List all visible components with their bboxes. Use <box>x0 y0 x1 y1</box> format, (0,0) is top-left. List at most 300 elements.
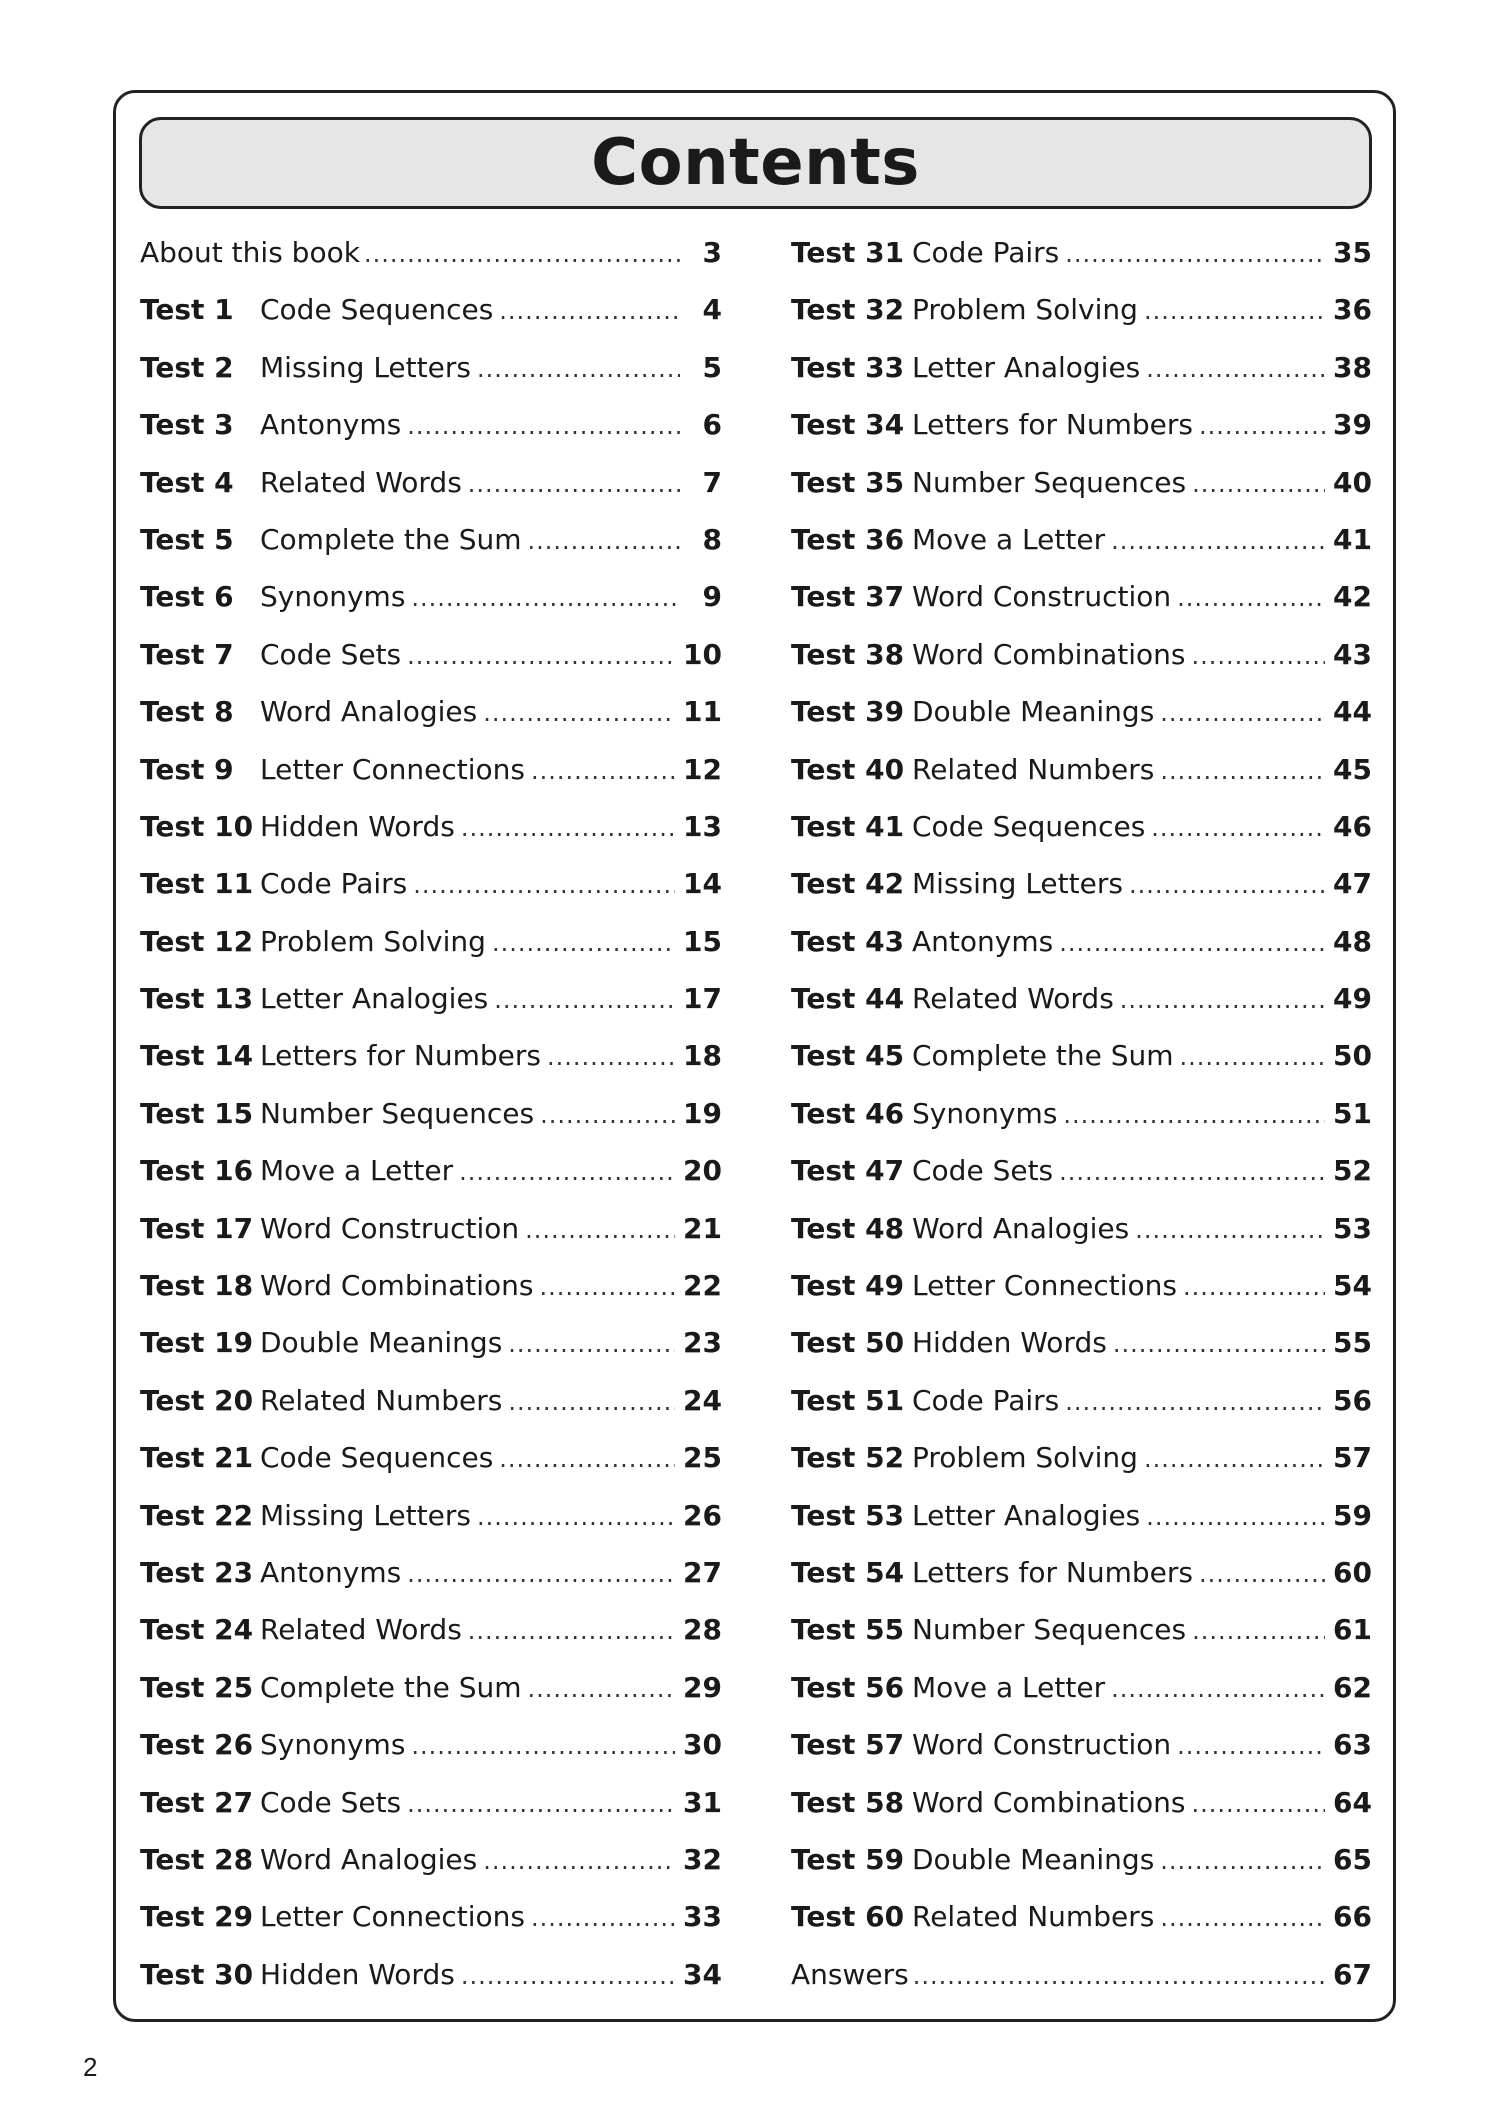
test-number: Test 44 <box>791 982 905 1016</box>
entry-page-number: 21 <box>683 1211 722 1245</box>
entry-page-number: 25 <box>683 1441 722 1475</box>
entry-page-number: 10 <box>683 637 722 671</box>
contents-entry[interactable] <box>791 1212 1372 1269</box>
test-number: Test 8 <box>140 695 234 729</box>
contents-entry[interactable] <box>791 1154 1372 1211</box>
entry-page-number: 20 <box>683 1154 722 1188</box>
entry-title: Complete the Sum <box>260 1670 522 1704</box>
contents-entry[interactable] <box>140 1097 722 1154</box>
contents-entry[interactable] <box>140 1212 722 1269</box>
contents-entry[interactable] <box>140 1384 722 1441</box>
entry-title: Code Pairs <box>912 1383 1060 1417</box>
dot-leader <box>1111 1675 1325 1703</box>
test-number: Test 16 <box>140 1154 254 1188</box>
test-number: Test 46 <box>791 1096 905 1130</box>
entry-page-number: 40 <box>1333 465 1372 499</box>
dot-leader <box>531 757 675 785</box>
test-number: Test 45 <box>791 1039 905 1073</box>
entry-title: Number Sequences <box>260 1096 535 1130</box>
test-number: Test 17 <box>140 1211 254 1245</box>
entry-title: Double Meanings <box>912 695 1155 729</box>
entry-title: Hidden Words <box>260 1957 455 1991</box>
test-number: Test 57 <box>791 1728 905 1762</box>
dot-leader <box>1180 1043 1326 1071</box>
dot-leader <box>531 1904 675 1932</box>
contents-entry[interactable] <box>791 1097 1372 1154</box>
entry-page-number: 54 <box>1333 1269 1372 1303</box>
contents-entry[interactable] <box>791 236 1372 293</box>
entry-page-number: 27 <box>683 1555 722 1589</box>
entry-page-number: 59 <box>1333 1498 1372 1532</box>
contents-entry[interactable] <box>791 695 1372 752</box>
contents-entry[interactable] <box>791 1556 1372 1613</box>
dot-leader <box>1177 584 1325 612</box>
entry-page-number: 60 <box>1333 1555 1372 1589</box>
test-number: Test 31 <box>791 236 905 269</box>
contents-entry[interactable] <box>140 236 722 293</box>
entry-page-number: 7 <box>702 465 722 499</box>
test-number: Test 41 <box>791 809 905 843</box>
test-number: Test 18 <box>140 1269 254 1303</box>
dot-leader <box>1065 240 1325 268</box>
entry-page-number: 51 <box>1333 1096 1372 1130</box>
entry-page-number: 9 <box>702 580 722 614</box>
entry-page-number: 6 <box>702 408 722 442</box>
title-banner <box>139 117 1372 209</box>
contents-entry[interactable] <box>140 1556 722 1613</box>
entry-page-number: 28 <box>683 1613 722 1647</box>
entry-title: Synonyms <box>912 1096 1058 1130</box>
test-number: Test 37 <box>791 580 905 614</box>
entry-page-number: 5 <box>702 350 722 384</box>
test-number: Test 19 <box>140 1326 254 1360</box>
entry-page-number: 14 <box>683 867 722 901</box>
dot-leader <box>477 1503 675 1531</box>
test-number: Test 39 <box>791 695 905 729</box>
test-number: Test 36 <box>791 522 905 556</box>
entry-page-number: 34 <box>683 1957 722 1991</box>
dot-leader <box>1135 1216 1325 1244</box>
contents-entry[interactable] <box>140 580 722 637</box>
dot-leader <box>407 412 680 440</box>
contents-entry[interactable] <box>791 982 1372 1039</box>
contents-entry[interactable] <box>791 1843 1372 1900</box>
entry-page-number: 49 <box>1333 982 1372 1016</box>
entry-page-number: 44 <box>1333 695 1372 729</box>
contents-entry[interactable] <box>140 695 722 752</box>
entry-title: Synonyms <box>260 1728 406 1762</box>
entry-page-number: 63 <box>1333 1728 1372 1762</box>
test-number: Test 33 <box>791 350 905 384</box>
entry-page-number: 46 <box>1333 809 1372 843</box>
entry-title: Word Analogies <box>260 695 478 729</box>
dot-leader <box>492 929 675 957</box>
entry-title: Letters for Numbers <box>912 408 1193 442</box>
contents-entry[interactable] <box>140 1154 722 1211</box>
entry-title: Complete the Sum <box>260 522 522 556</box>
dot-leader <box>508 1330 675 1358</box>
entry-title: Related Words <box>260 1613 462 1647</box>
contents-entry[interactable] <box>140 1900 722 1957</box>
entry-page-number: 22 <box>683 1269 722 1303</box>
entry-title: Answers <box>791 1957 909 1991</box>
entry-page-number: 26 <box>683 1498 722 1532</box>
dot-leader <box>483 1847 675 1875</box>
dot-leader <box>1144 1445 1325 1473</box>
contents-entry[interactable] <box>140 867 722 924</box>
entry-title: Letters for Numbers <box>260 1039 541 1073</box>
test-number: Test 9 <box>140 752 234 786</box>
entry-page-number: 18 <box>683 1039 722 1073</box>
entry-page-number: 48 <box>1333 924 1372 958</box>
entry-page-number: 42 <box>1333 580 1372 614</box>
dot-leader <box>468 1617 675 1645</box>
entry-page-number: 65 <box>1333 1842 1372 1876</box>
test-number: Test 35 <box>791 465 905 499</box>
entry-title: Letter Connections <box>260 1900 525 1934</box>
test-number: Test 32 <box>791 293 905 327</box>
test-number: Test 55 <box>791 1613 905 1647</box>
dot-leader <box>459 1158 675 1186</box>
test-number: Test 38 <box>791 637 905 671</box>
entry-title: Word Construction <box>912 1728 1172 1762</box>
dot-leader <box>499 297 680 325</box>
dot-leader <box>1129 871 1325 899</box>
contents-entry[interactable] <box>140 293 722 350</box>
contents-entry[interactable] <box>140 1613 722 1670</box>
test-number: Test 14 <box>140 1039 254 1073</box>
entry-title: Letter Analogies <box>912 1498 1141 1532</box>
contents-entry[interactable] <box>140 810 722 867</box>
entry-title: Word Construction <box>912 580 1172 614</box>
entry-title: Code Sets <box>912 1154 1054 1188</box>
contents-entry[interactable] <box>140 1441 722 1498</box>
test-number: Test 59 <box>791 1842 905 1876</box>
test-number: Test 53 <box>791 1498 905 1532</box>
entry-page-number: 56 <box>1333 1383 1372 1417</box>
test-number: Test 58 <box>791 1785 905 1819</box>
dot-leader <box>1111 527 1325 555</box>
test-number: Test 4 <box>140 465 234 499</box>
contents-entry[interactable] <box>791 1499 1372 1556</box>
entry-page-number: 15 <box>683 924 722 958</box>
entry-page-number: 66 <box>1333 1900 1372 1934</box>
test-number: Test 56 <box>791 1670 905 1704</box>
dot-leader <box>468 470 680 498</box>
entry-page-number: 33 <box>683 1900 722 1934</box>
entry-title: Double Meanings <box>260 1326 503 1360</box>
entry-title: Word Analogies <box>912 1211 1130 1245</box>
entry-page-number: 11 <box>683 695 722 729</box>
entry-page-number: 38 <box>1333 350 1372 384</box>
entry-page-number: 30 <box>683 1728 722 1762</box>
dot-leader <box>1160 757 1325 785</box>
test-number: Test 22 <box>140 1498 254 1532</box>
test-number: Test 6 <box>140 580 234 614</box>
dot-leader <box>407 1560 675 1588</box>
test-number: Test 49 <box>791 1269 905 1303</box>
entry-title: Code Sequences <box>912 809 1146 843</box>
test-number: Test 7 <box>140 637 234 671</box>
dot-leader <box>1183 1273 1325 1301</box>
entry-title: Word Construction <box>260 1211 520 1245</box>
dot-leader <box>1059 929 1325 957</box>
contents-entry[interactable] <box>791 1039 1372 1096</box>
test-number: Test 13 <box>140 982 254 1016</box>
entry-page-number: 32 <box>683 1842 722 1876</box>
test-number: Test 1 <box>140 293 234 327</box>
entry-page-number: 53 <box>1333 1211 1372 1245</box>
contents-entry[interactable] <box>140 1958 722 2015</box>
entry-title: Letter Connections <box>912 1269 1177 1303</box>
entry-page-number: 13 <box>683 809 722 843</box>
entry-page-number: 47 <box>1333 867 1372 901</box>
contents-entry[interactable] <box>791 867 1372 924</box>
contents-entry[interactable] <box>140 523 722 580</box>
test-number: Test 40 <box>791 752 905 786</box>
entry-title: Missing Letters <box>912 867 1123 901</box>
entry-page-number: 31 <box>683 1785 722 1819</box>
dot-leader <box>413 871 675 899</box>
contents-entry[interactable] <box>791 753 1372 810</box>
contents-entry[interactable] <box>791 408 1372 465</box>
dot-leader <box>1059 1158 1325 1186</box>
entry-page-number: 41 <box>1333 522 1372 556</box>
contents-entry[interactable] <box>791 351 1372 408</box>
entry-title: Move a Letter <box>912 522 1106 556</box>
entry-page-number: 36 <box>1333 293 1372 327</box>
entry-title: Letter Analogies <box>912 350 1141 384</box>
dot-leader <box>547 1043 675 1071</box>
entry-title: Related Words <box>912 982 1114 1016</box>
contents-entry[interactable] <box>140 1326 722 1383</box>
entry-title: Letter Connections <box>260 752 525 786</box>
contents-entry[interactable] <box>791 1786 1372 1843</box>
test-number: Test 42 <box>791 867 905 901</box>
contents-entry[interactable] <box>791 1671 1372 1728</box>
test-number: Test 50 <box>791 1326 905 1360</box>
contents-entry[interactable] <box>791 1384 1372 1441</box>
entry-title: Word Combinations <box>912 1785 1186 1819</box>
contents-entry[interactable] <box>140 638 722 695</box>
contents-entry[interactable] <box>140 1843 722 1900</box>
test-number: Test 26 <box>140 1728 254 1762</box>
entry-title: Letter Analogies <box>260 982 489 1016</box>
contents-entry[interactable] <box>140 1728 722 1785</box>
test-number: Test 29 <box>140 1900 254 1934</box>
contents-entry[interactable] <box>791 1326 1372 1383</box>
dot-leader <box>411 1732 675 1760</box>
contents-entry[interactable] <box>140 1786 722 1843</box>
test-number: Test 3 <box>140 408 234 442</box>
dot-leader <box>528 1675 676 1703</box>
entry-title: Problem Solving <box>912 293 1138 327</box>
entry-title: Move a Letter <box>260 1154 454 1188</box>
contents-column-right <box>791 236 1372 2015</box>
entry-title: Number Sequences <box>912 1613 1187 1647</box>
contents-entry[interactable] <box>140 408 722 465</box>
test-number: Test 24 <box>140 1613 254 1647</box>
entry-title: Code Sets <box>260 1785 402 1819</box>
test-number: Test 23 <box>140 1555 254 1589</box>
contents-entry[interactable] <box>791 1900 1372 1957</box>
entry-page-number: 43 <box>1333 637 1372 671</box>
test-number: Test 20 <box>140 1383 254 1417</box>
dot-leader <box>540 1101 675 1129</box>
entry-page-number: 23 <box>683 1326 722 1360</box>
test-number: Test 21 <box>140 1441 254 1475</box>
contents-entry[interactable] <box>791 523 1372 580</box>
contents-entry[interactable] <box>791 293 1372 350</box>
dot-leader <box>1120 986 1325 1014</box>
test-number: Test 5 <box>140 522 234 556</box>
test-number: Test 60 <box>791 1900 905 1934</box>
entry-title: About this book <box>140 236 360 269</box>
contents-entry[interactable] <box>140 351 722 408</box>
entry-title: Code Sequences <box>260 293 494 327</box>
dot-leader <box>483 699 675 727</box>
entry-page-number: 57 <box>1333 1441 1372 1475</box>
page-number: 2 <box>83 2052 98 2082</box>
dot-leader <box>1160 699 1325 727</box>
entry-page-number: 4 <box>702 293 722 327</box>
test-number: Test 47 <box>791 1154 905 1188</box>
entry-page-number: 8 <box>702 522 722 556</box>
dot-leader <box>540 1273 676 1301</box>
dot-leader <box>1192 470 1325 498</box>
entry-page-number: 29 <box>683 1670 722 1704</box>
dot-leader <box>461 814 675 842</box>
dot-leader <box>1199 412 1325 440</box>
contents-entry[interactable] <box>140 1269 722 1326</box>
contents-entry[interactable] <box>791 810 1372 867</box>
dot-leader <box>525 1216 675 1244</box>
entry-title: Move a Letter <box>912 1670 1106 1704</box>
test-number: Test 30 <box>140 1957 254 1991</box>
dot-leader <box>528 527 681 555</box>
entry-page-number: 45 <box>1333 752 1372 786</box>
contents-entry[interactable] <box>140 1671 722 1728</box>
dot-leader <box>1199 1560 1325 1588</box>
contents-entry[interactable] <box>791 1269 1372 1326</box>
contents-column-left <box>140 236 722 2015</box>
entry-title: Code Sequences <box>260 1441 494 1475</box>
contents-entry[interactable] <box>791 466 1372 523</box>
contents-entry[interactable] <box>140 753 722 810</box>
contents-entry[interactable] <box>791 1441 1372 1498</box>
entry-page-number: 64 <box>1333 1785 1372 1819</box>
entry-title: Related Numbers <box>260 1383 503 1417</box>
test-number: Test 28 <box>140 1842 254 1876</box>
entry-page-number: 50 <box>1333 1039 1372 1073</box>
dot-leader <box>1063 1101 1325 1129</box>
test-number: Test 54 <box>791 1555 905 1589</box>
entry-page-number: 62 <box>1333 1670 1372 1704</box>
entry-title: Synonyms <box>260 580 406 614</box>
entry-title: Related Numbers <box>912 752 1155 786</box>
entry-title: Related Numbers <box>912 1900 1155 1934</box>
entry-page-number: 3 <box>702 236 722 269</box>
dot-leader <box>1160 1847 1325 1875</box>
entry-page-number: 67 <box>1333 1957 1372 1991</box>
test-number: Test 11 <box>140 867 254 901</box>
dot-leader <box>1192 1790 1326 1818</box>
test-number: Test 15 <box>140 1096 254 1130</box>
contents-entry[interactable] <box>140 982 722 1039</box>
entry-title: Antonyms <box>260 1555 402 1589</box>
contents-entry[interactable] <box>791 925 1372 982</box>
entry-page-number: 19 <box>683 1096 722 1130</box>
dot-leader <box>1146 1503 1325 1531</box>
test-number: Test 48 <box>791 1211 905 1245</box>
test-number: Test 25 <box>140 1670 254 1704</box>
entry-title: Missing Letters <box>260 350 471 384</box>
test-number: Test 10 <box>140 809 254 843</box>
contents-entry[interactable] <box>140 466 722 523</box>
dot-leader <box>364 240 680 268</box>
dot-leader <box>407 642 675 670</box>
contents-entry[interactable] <box>791 638 1372 695</box>
dot-leader <box>411 584 680 612</box>
contents-entry[interactable] <box>140 925 722 982</box>
entry-page-number: 24 <box>683 1383 722 1417</box>
entry-title: Related Words <box>260 465 462 499</box>
entry-title: Word Analogies <box>260 1842 478 1876</box>
entry-page-number: 61 <box>1333 1613 1372 1647</box>
dot-leader <box>1192 1617 1325 1645</box>
page-title: Contents <box>591 126 920 200</box>
entry-title: Hidden Words <box>260 809 455 843</box>
dot-leader <box>1192 642 1326 670</box>
contents-entry[interactable] <box>791 580 1372 637</box>
dot-leader <box>1065 1388 1325 1416</box>
entry-page-number: 12 <box>683 752 722 786</box>
entry-page-number: 55 <box>1333 1326 1372 1360</box>
dot-leader <box>913 1962 1325 1990</box>
test-number: Test 27 <box>140 1785 254 1819</box>
entry-title: Antonyms <box>912 924 1054 958</box>
dot-leader <box>477 355 680 383</box>
dot-leader <box>499 1445 675 1473</box>
test-number: Test 12 <box>140 924 254 958</box>
entry-title: Number Sequences <box>912 465 1187 499</box>
entry-page-number: 17 <box>683 982 722 1016</box>
contents-entry[interactable] <box>791 1728 1372 1785</box>
entry-title: Letters for Numbers <box>912 1555 1193 1589</box>
entry-title: Word Combinations <box>912 637 1186 671</box>
entry-title: Code Pairs <box>912 236 1060 269</box>
test-number: Test 43 <box>791 924 905 958</box>
contents-entry[interactable] <box>140 1039 722 1096</box>
test-number: Test 52 <box>791 1441 905 1475</box>
entry-title: Code Pairs <box>260 867 408 901</box>
contents-entry[interactable] <box>791 1958 1372 2015</box>
dot-leader <box>1144 297 1325 325</box>
contents-entry[interactable] <box>791 1613 1372 1670</box>
contents-entry[interactable] <box>140 1499 722 1556</box>
entry-title: Complete the Sum <box>912 1039 1174 1073</box>
entry-title: Antonyms <box>260 408 402 442</box>
entry-page-number: 52 <box>1333 1154 1372 1188</box>
entry-title: Problem Solving <box>912 1441 1138 1475</box>
dot-leader <box>461 1962 675 1990</box>
entry-title: Code Sets <box>260 637 402 671</box>
dot-leader <box>1151 814 1325 842</box>
entry-title: Missing Letters <box>260 1498 471 1532</box>
test-number: Test 2 <box>140 350 234 384</box>
entry-title: Word Combinations <box>260 1269 534 1303</box>
dot-leader <box>1177 1732 1325 1760</box>
